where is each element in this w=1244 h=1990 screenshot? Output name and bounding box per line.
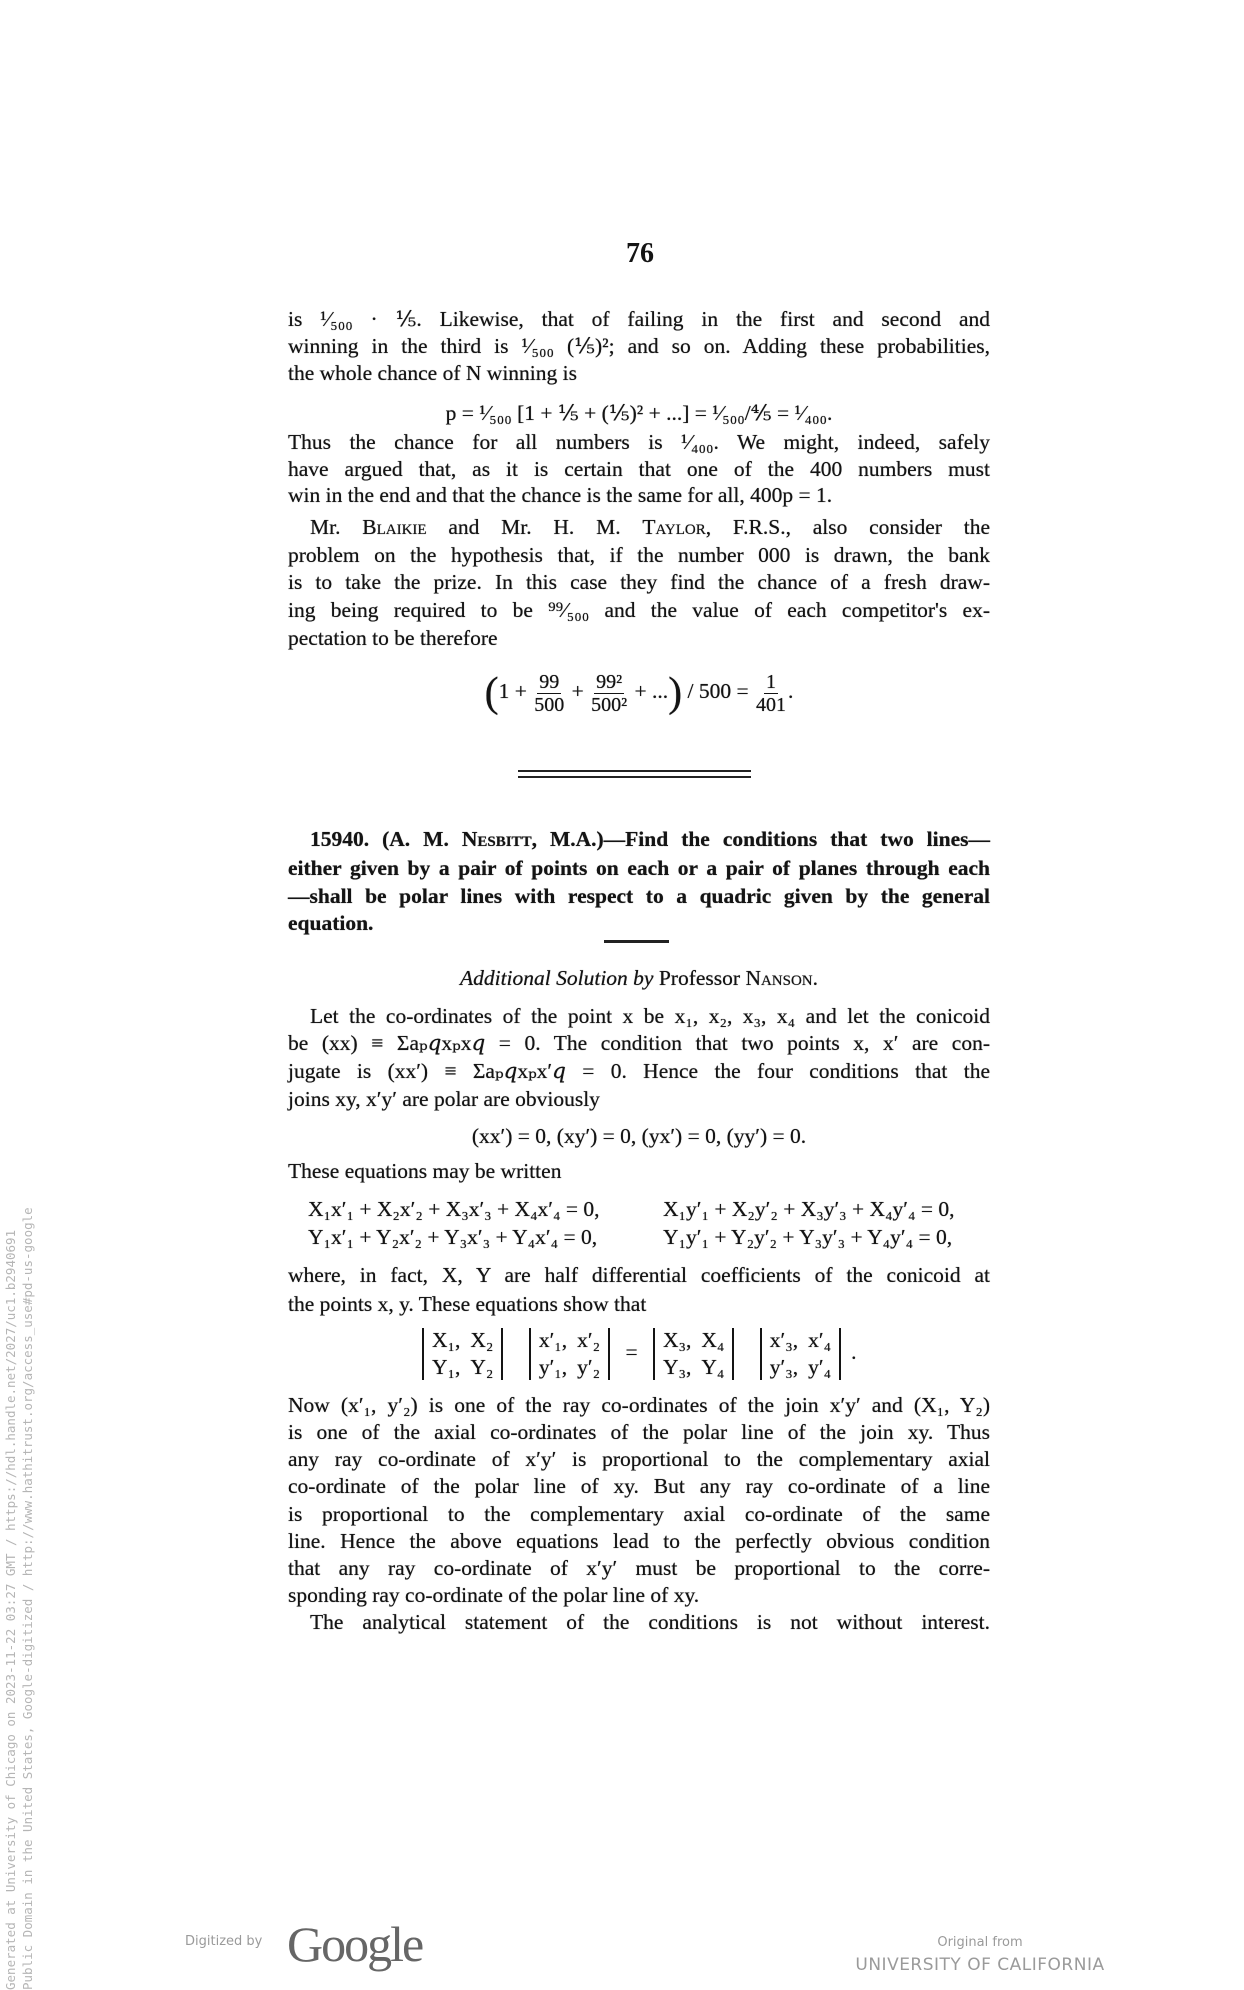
text-line: jugate is (xx′) ≡ Σaₚ𝑞xₚx′𝑞 = 0. Hence the four conditions that the	[288, 1059, 990, 1083]
text: (A. M.	[369, 827, 462, 851]
text-line: that any ray co-ordinate of x′y′ must be proportional to the corre-	[288, 1556, 990, 1580]
text-line	[310, 514, 990, 541]
question-number: 15940.	[310, 827, 370, 851]
numerator: 99	[539, 670, 560, 693]
text-line: problem on the hypothesis that, if the number 000 is drawn, the bank	[288, 543, 990, 567]
short-divider	[604, 940, 669, 943]
cell: Y₁,	[432, 1355, 461, 1379]
watermark-line: Generated at University of Chicago on 2023-11-22 03:27 GMT / https://hdl.handle.net/2027/uc1.b2940691	[3, 1229, 18, 1990]
cell: Y₄	[701, 1355, 725, 1379]
text-line: Thus the chance for all numbers is ¹⁄₄₀₀. We might, indeed, safely	[288, 430, 990, 454]
text-line: winning in the third is ¹⁄₅₀₀ (⅕)²; and so on. Adding these probabilities,	[288, 334, 990, 358]
cell: x′₃,	[769, 1328, 799, 1352]
text-line: The analytical statement of the conditions is not without interest.	[310, 1610, 990, 1634]
determinant	[529, 1328, 610, 1380]
eq-part: +	[571, 679, 584, 703]
watermark-line: Public Domain in the United States, Google-digitized / http://www.hathitrust.org/access_use#pd-us-google	[20, 1207, 35, 1990]
cell: X₃,	[662, 1328, 692, 1352]
text-line: is ¹⁄₅₀₀ · ⅕. Likewise, that of failing in the first and second and	[288, 307, 990, 331]
denominator: 401	[756, 693, 787, 716]
fraction	[534, 671, 564, 716]
hathitrust-watermark	[2, 1207, 36, 1990]
eq-part: + ...	[634, 679, 669, 703]
section-divider	[518, 770, 751, 772]
cell: Y₃,	[662, 1355, 692, 1379]
text-line: is one of the axial co-ordinates of the polar line of the join xy. Thus	[288, 1420, 990, 1444]
eq-part: .	[788, 679, 794, 703]
text-line: any ray co-ordinate of x′y′ is proportional to the complementary axial	[288, 1447, 990, 1471]
question-line: either given by a pair of points on each or a pair of planes through each	[288, 856, 990, 880]
text-line: is to take the prize. In this case they find the chance of a fresh draw-	[288, 570, 990, 594]
cell: x′₄	[808, 1328, 832, 1352]
text-line: where, in fact, X, Y are half differential coefficients of the conicoid at	[288, 1263, 990, 1287]
google-logo: Google	[287, 1916, 423, 1972]
cell: x′₁,	[538, 1328, 568, 1352]
text-line: the whole chance of N winning is	[288, 361, 577, 385]
question-line: equation.	[288, 911, 374, 935]
institution-label: UNIVERSITY OF CALIFORNIA	[855, 1955, 1105, 1975]
solution-heading	[288, 965, 990, 992]
text: and Mr. H. M.	[426, 515, 643, 539]
digitized-by-label: Digitized by	[185, 1934, 263, 1949]
determinant	[653, 1328, 734, 1380]
text-line: is proportional to the complementary axial co-ordinate of the same	[288, 1502, 990, 1526]
equation-row: Y₁x′₁ + Y₂x′₂ + Y₃x′₃ + Y₄x′₄ = 0,	[308, 1225, 598, 1249]
original-from-label: Original from	[937, 1935, 1023, 1950]
equation-polar: (xx′) = 0, (xy′) = 0, (yx′) = 0, (yy′) = 0.	[471, 1124, 807, 1148]
cell: y′₃,	[769, 1355, 799, 1379]
text-line: co-ordinate of the polar line of xy. But any ray co-ordinate of a line	[288, 1474, 990, 1498]
text-line: be (xx) ≡ Σaₚ𝑞xₚx𝑞 = 0. The condition that two points x, x′ are con-	[288, 1031, 990, 1055]
name-taylor: Taylor	[642, 515, 706, 539]
text: .	[812, 966, 819, 990]
cell: X₁,	[432, 1328, 461, 1352]
text: Professor	[653, 966, 746, 990]
text-line: ing being required to be ⁹⁹⁄₅₀₀ and the value of each competitor's ex-	[288, 598, 990, 622]
equation-row: X₁y′₁ + X₂y′₂ + X₃y′₃ + X₄y′₄ = 0,	[663, 1197, 955, 1221]
period: .	[851, 1339, 857, 1364]
equals: =	[625, 1339, 638, 1364]
equation-expectation	[288, 666, 990, 716]
numerator: 99²	[596, 670, 623, 693]
text: , M.A.)—Find the conditions that two lines—	[531, 827, 990, 851]
text-line: sponding ray co-ordinate of the polar line of xy.	[288, 1583, 700, 1607]
text-line: These equations may be written	[288, 1159, 562, 1183]
determinant	[760, 1328, 841, 1380]
fraction	[756, 671, 786, 716]
text: , F.R.S., also consider the	[705, 515, 990, 539]
eq-part: 1 +	[498, 679, 527, 703]
denominator: 500²	[591, 693, 628, 716]
text: Mr.	[310, 515, 363, 539]
text-line: the points x, y. These equations show that	[288, 1292, 647, 1316]
text-line: Let the co-ordinates of the point x be x₁, x₂, x₃, x₄ and let the conicoid	[310, 1004, 990, 1028]
cell: y′₄	[808, 1355, 832, 1379]
cell: X₂	[470, 1328, 494, 1352]
paren: (	[484, 670, 499, 717]
cell: x′₂	[577, 1328, 601, 1352]
equation-row: Y₁y′₁ + Y₂y′₂ + Y₃y′₃ + Y₄y′₄ = 0,	[663, 1225, 953, 1249]
text-line: win in the end and that the chance is the same for all, 400p = 1.	[288, 483, 833, 507]
text-line: line. Hence the above equations lead to the perfectly obvious condition	[288, 1529, 990, 1553]
determinant	[422, 1328, 503, 1380]
numerator: 1	[766, 670, 777, 693]
heading-italic: Additional Solution by	[459, 966, 654, 990]
cell: X₄	[701, 1328, 725, 1352]
name-blaikie: Blaikie	[362, 515, 427, 539]
page-number: 76	[626, 238, 654, 269]
eq-part: / 500 =	[687, 679, 749, 703]
fraction	[591, 671, 627, 716]
text-line: joins xy, x′y′ are polar are obviously	[288, 1087, 600, 1111]
text-line: pectation to be therefore	[288, 626, 498, 650]
name-nanson: Nanson	[745, 966, 813, 990]
equation-p: p = ¹⁄₅₀₀ [1 + ⅕ + (⅕)² + ...] = ¹⁄₅₀₀/⅘ = ¹⁄₄₀₀.	[445, 401, 833, 425]
cell: Y₂	[470, 1355, 494, 1379]
question-line	[310, 826, 990, 853]
paren: )	[668, 670, 683, 717]
cell: y′₁,	[538, 1355, 568, 1379]
cell: y′₂	[577, 1355, 601, 1379]
name-nesbitt: Nesbitt	[461, 827, 532, 851]
text-line: have argued that, as it is certain that one of the 400 numbers must	[288, 457, 990, 481]
equation-row: X₁x′₁ + X₂x′₂ + X₃x′₃ + X₄x′₄ = 0,	[308, 1197, 600, 1221]
determinant-equation	[412, 1328, 912, 1388]
denominator: 500	[534, 693, 565, 716]
text-line: Now (x′₁, y′₂) is one of the ray co-ordinates of the join x′y′ and (X₁, Y₂)	[288, 1393, 990, 1417]
section-divider	[518, 776, 751, 778]
question-line: —shall be polar lines with respect to a quadric given by the general	[288, 884, 990, 908]
